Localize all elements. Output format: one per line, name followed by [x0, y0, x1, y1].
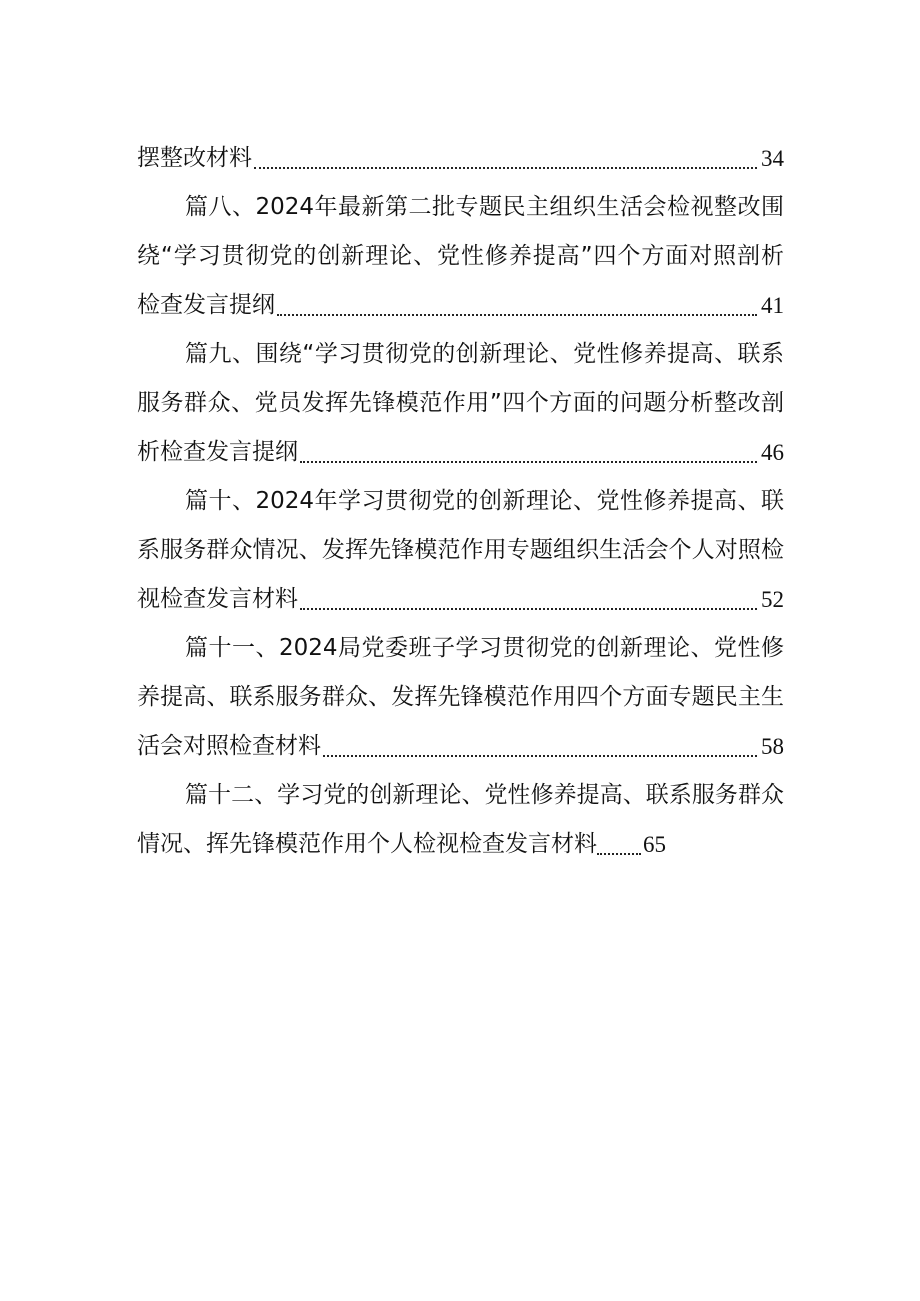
- toc-entry-line[interactable]: [137, 624, 784, 673]
- toc-entry-text: 活会对照检查材料: [137, 733, 321, 759]
- toc-entry-line[interactable]: [137, 526, 784, 575]
- page-number: 58: [761, 734, 784, 759]
- toc-entry-text: 情况、挥先锋模范作用个人检视检查发言材料: [137, 831, 597, 857]
- toc-entry-line[interactable]: [137, 673, 784, 722]
- dot-leader: [254, 134, 757, 183]
- dot-leader: [277, 281, 757, 330]
- toc-entry-line[interactable]: [137, 771, 784, 820]
- page-number: 46: [761, 440, 784, 465]
- table-of-contents: [137, 134, 784, 869]
- toc-entry-line[interactable]: [137, 281, 784, 330]
- toc-entry-text: 析检查发言提纲: [137, 439, 298, 465]
- toc-entry-text: 篇十、2024年学习贯彻党的创新理论、党性修养提高、联: [185, 488, 784, 514]
- toc-entry-text: 绕“学习贯彻党的创新理论、党性修养提高”四个方面对照剖析: [137, 243, 784, 269]
- toc-entry-text: 篇十一、2024局党委班子学习贯彻党的创新理论、党性修: [185, 635, 784, 661]
- toc-entry-line[interactable]: [137, 428, 784, 477]
- toc-entry-line[interactable]: [137, 575, 784, 624]
- toc-entry-line[interactable]: [137, 820, 784, 869]
- toc-entry-line[interactable]: [137, 722, 784, 771]
- toc-entry-text: 服务群众、党员发挥先锋模范作用”四个方面的问题分析整改剖: [137, 390, 784, 416]
- page-number: 41: [761, 293, 784, 318]
- page-number: 52: [761, 587, 784, 612]
- dot-leader: [597, 820, 641, 869]
- toc-entry-text: 篇九、围绕“学习贯彻党的创新理论、党性修养提高、联系: [185, 341, 784, 367]
- toc-entry-line[interactable]: [137, 379, 784, 428]
- toc-entry-text: 养提高、联系服务群众、发挥先锋模范作用四个方面专题民主生: [137, 684, 784, 710]
- toc-entry-text: 检查发言提纲: [137, 292, 275, 318]
- dot-leader: [323, 722, 757, 771]
- toc-entry-line[interactable]: [137, 477, 784, 526]
- toc-entry-text: 摆整改材料: [137, 145, 252, 171]
- toc-entry-text: 篇八、2024年最新第二批专题民主组织生活会检视整改围: [185, 194, 784, 220]
- toc-entry-text: 篇十二、学习党的创新理论、党性修养提高、联系服务群众: [185, 782, 784, 808]
- toc-entry-text: 视检查发言材料: [137, 586, 298, 612]
- page-number: 65: [643, 832, 666, 857]
- dot-leader: [300, 575, 757, 624]
- toc-entry-line[interactable]: [137, 183, 784, 232]
- toc-entry-line[interactable]: [137, 134, 784, 183]
- toc-entry-line[interactable]: [137, 330, 784, 379]
- page-number: 34: [761, 146, 784, 171]
- toc-entry-text: 系服务群众情况、发挥先锋模范作用专题组织生活会个人对照检: [137, 537, 784, 563]
- toc-entry-line[interactable]: [137, 232, 784, 281]
- dot-leader: [300, 428, 757, 477]
